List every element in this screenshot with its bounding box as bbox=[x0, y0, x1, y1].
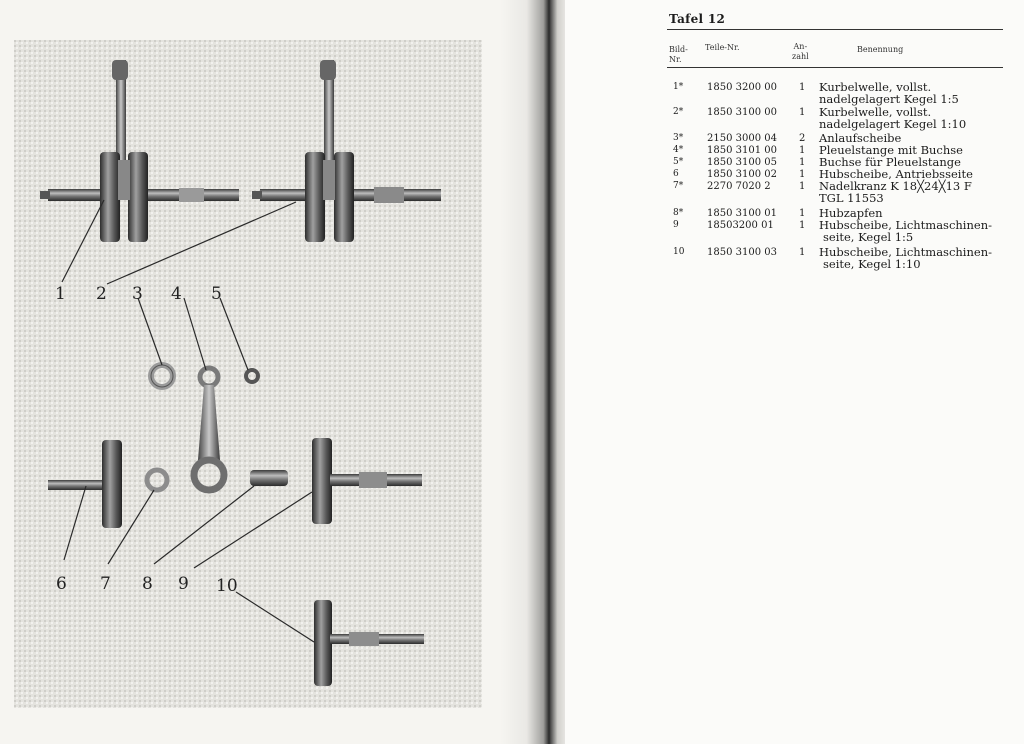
crankshaft-assembly-2 bbox=[252, 60, 441, 242]
header-anzahl: An- zahl bbox=[792, 42, 809, 61]
parts-photo-plate bbox=[14, 40, 482, 708]
table-row: 2* 1850 3100 00 1 Kurbelwelle, vollst. nadelgelagert Kegel 1:10 bbox=[673, 105, 967, 131]
callout-8: 8 bbox=[142, 574, 153, 594]
table-row: 4* 1850 3101 00 1 Pleuelstange mit Buchse bbox=[673, 143, 963, 157]
callout-4: 4 bbox=[171, 284, 182, 304]
callout-9: 9 bbox=[178, 574, 189, 594]
callout-7: 7 bbox=[100, 574, 111, 594]
crank-web-generator-side-1-5 bbox=[312, 438, 422, 524]
crank-web-drive-side bbox=[48, 440, 122, 528]
callout-10: 10 bbox=[216, 576, 238, 596]
table-title: Tafel 12 bbox=[669, 12, 726, 26]
callout-2: 2 bbox=[96, 284, 107, 304]
crankshaft-exploded-view bbox=[14, 40, 482, 708]
table-row: 7* 2270 7020 2 1 Nadelkranz K 18╳24╳13 F TGL 11553 bbox=[673, 179, 972, 205]
book-spine-shadow bbox=[500, 0, 570, 744]
table-row: 10 1850 3100 03 1 Hubscheibe, Lichtmaschinen- seite, Kegel 1:10 bbox=[673, 245, 992, 271]
crank-pin bbox=[250, 470, 288, 486]
callout-5: 5 bbox=[211, 284, 222, 304]
crankshaft-assembly-1 bbox=[40, 60, 239, 242]
connecting-rod-bushing bbox=[246, 370, 258, 382]
table-row: 8* 1850 3100 01 1 Hubzapfen bbox=[673, 206, 883, 220]
callout-1: 1 bbox=[55, 284, 66, 304]
table-row: 3* 2150 3000 04 2 Anlaufscheibe bbox=[673, 131, 902, 145]
table-row: 9 18503200 01 1 Hubscheibe, Lichtmaschinen- seite, Kegel 1:5 bbox=[673, 218, 992, 244]
header-top-rule bbox=[667, 29, 1003, 30]
callout-3: 3 bbox=[132, 284, 143, 304]
table-row: 5* 1850 3100 05 1 Buchse für Pleuelstange bbox=[673, 155, 961, 169]
table-row: 1* 1850 3200 00 1 Kurbelwelle, vollst. nadelgelagert Kegel 1:5 bbox=[673, 80, 959, 106]
header-benennung: Benennung bbox=[857, 45, 904, 54]
crank-web-generator-side-1-10 bbox=[314, 600, 424, 686]
connecting-rod bbox=[194, 368, 224, 490]
right-page bbox=[565, 0, 1024, 744]
table-row: 6 1850 3100 02 1 Hubscheibe, Antriebsseite bbox=[673, 167, 973, 181]
header-bottom-rule bbox=[667, 67, 1003, 68]
thrust-washer bbox=[151, 365, 173, 387]
needle-cage bbox=[147, 470, 167, 490]
callout-6: 6 bbox=[56, 574, 67, 594]
header-teile-nr: Teile-Nr. bbox=[705, 43, 740, 52]
header-bild-nr: Bild- Nr. bbox=[669, 45, 688, 64]
